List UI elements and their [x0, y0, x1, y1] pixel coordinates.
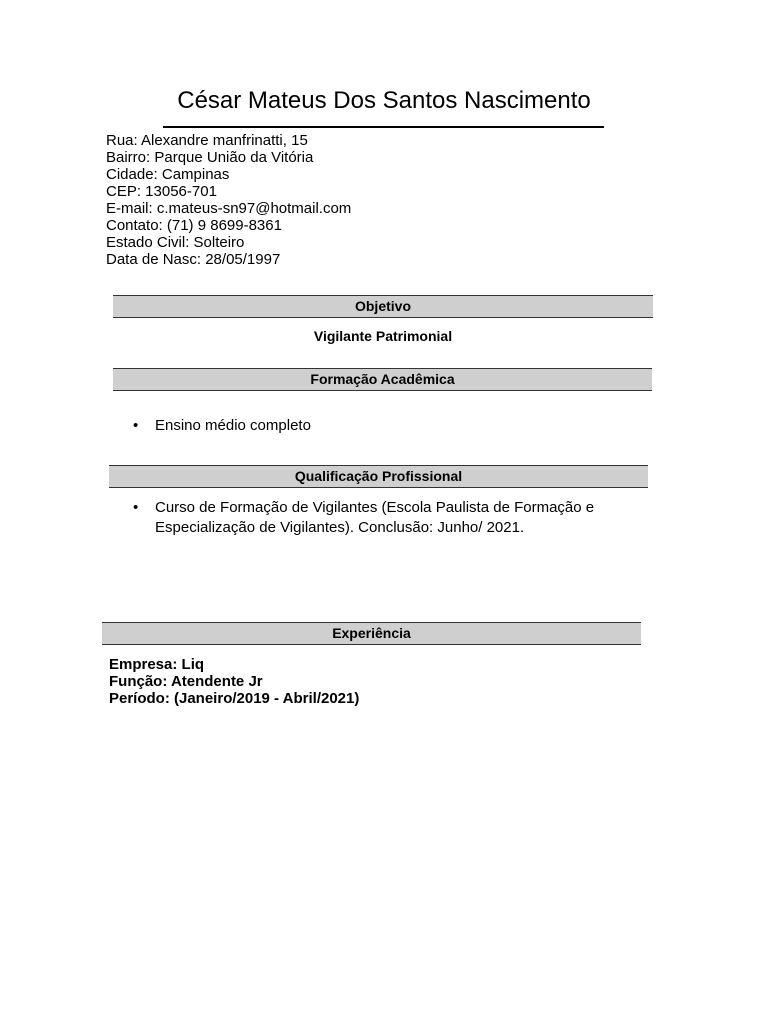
- section-heading-experiencia: Experiência: [102, 622, 641, 645]
- contact-street: Rua: Alexandre manfrinatti, 15: [106, 132, 308, 149]
- formacao-item-text: Ensino médio completo: [155, 417, 311, 434]
- formacao-list: [106, 416, 646, 436]
- contact-birth-date: Data de Nasc: 28/05/1997: [106, 251, 281, 268]
- list-item: [106, 416, 646, 436]
- contact-marital-status: Estado Civil: Solteiro: [106, 234, 245, 251]
- contact-city: Cidade: Campinas: [106, 166, 230, 183]
- resume-name: César Mateus Dos Santos Nascimento: [177, 87, 591, 114]
- section-heading-formacao: Formação Acadêmica: [113, 368, 652, 391]
- section-heading-objetivo: Objetivo: [113, 295, 653, 318]
- list-item: [106, 498, 616, 538]
- bullet-icon: •: [133, 499, 139, 516]
- contact-neighborhood: Bairro: Parque União da Vitória: [106, 149, 314, 166]
- experience-company: Empresa: Liq: [109, 656, 205, 673]
- objective-text: Vigilante Patrimonial: [313, 328, 453, 344]
- contact-zip: CEP: 13056-701: [106, 183, 217, 200]
- experience-role: Função: Atendente Jr: [109, 673, 263, 690]
- experience-period: Período: (Janeiro/2019 - Abril/2021): [109, 690, 360, 707]
- qualificacao-item-text: Curso de Formação de Vigilantes (Escola Paulista de Formação e Especialização de Vigilantes). Conclusão: Junho/ 2021.: [155, 499, 595, 536]
- contact-block: [106, 132, 351, 268]
- qualificacao-list: [106, 498, 616, 538]
- experience-block: [109, 656, 359, 707]
- contact-email: E-mail: c.mateus-sn97@hotmail.com: [106, 200, 352, 217]
- section-heading-qualificacao: Qualificação Profissional: [109, 465, 648, 488]
- bullet-icon: •: [133, 417, 139, 434]
- contact-phone: Contato: (71) 9 8699-8361: [106, 217, 282, 234]
- title-underline: [163, 126, 604, 128]
